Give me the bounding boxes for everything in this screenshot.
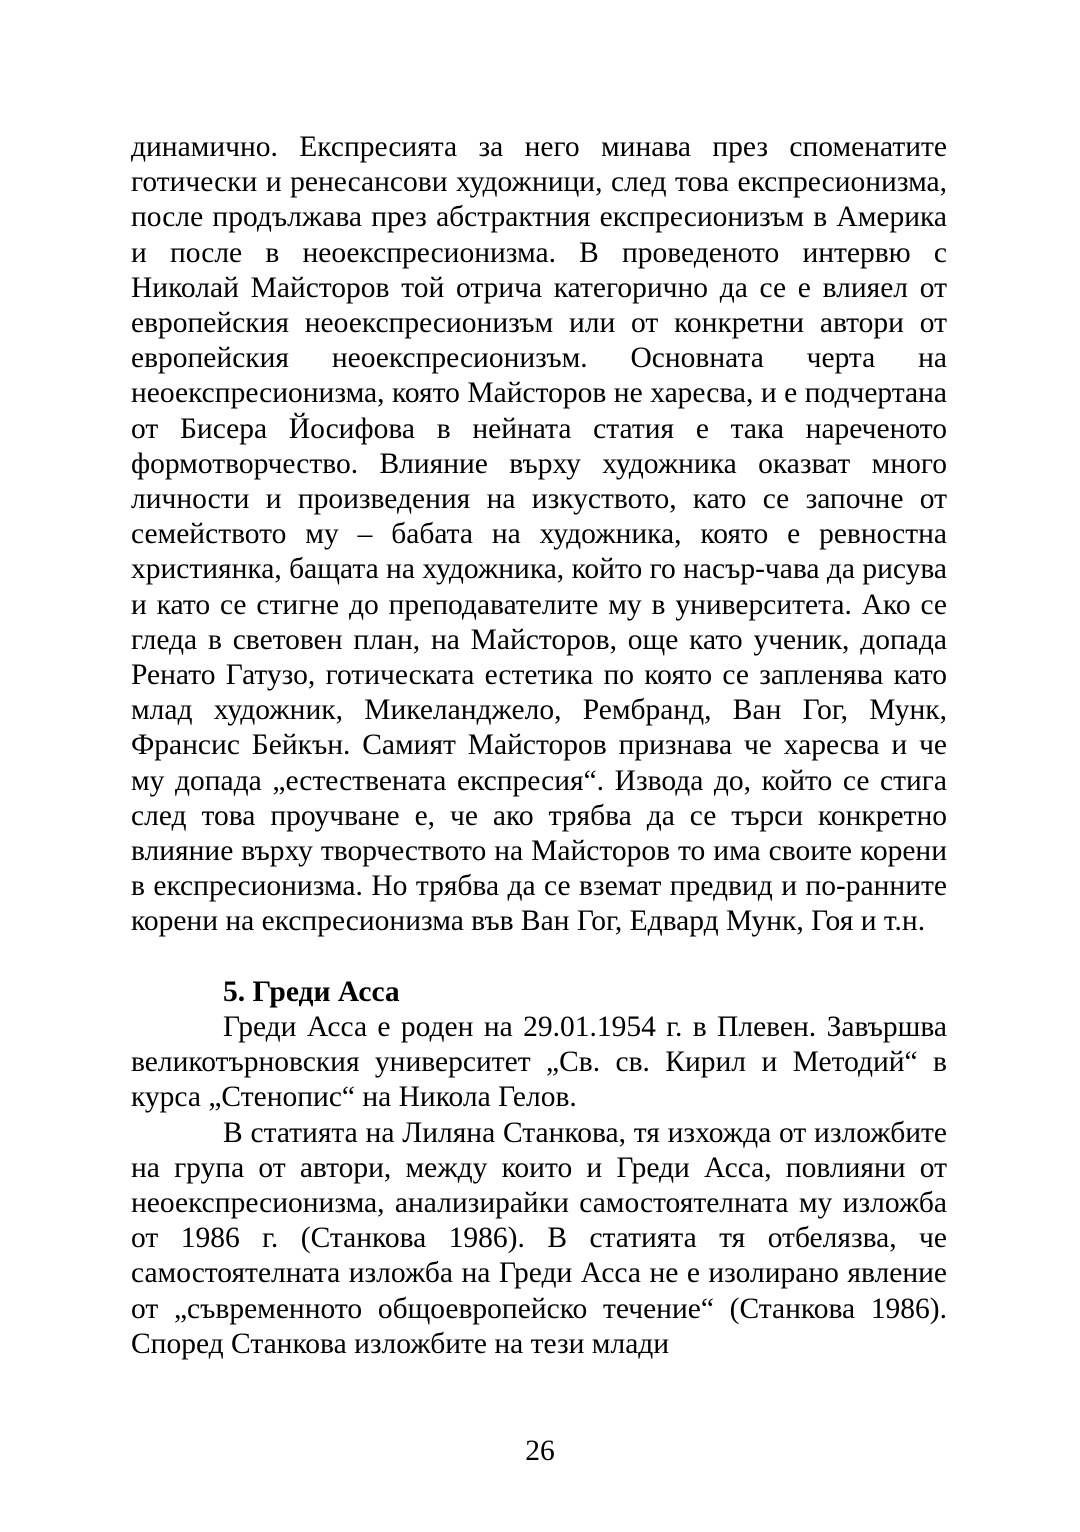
- paragraph-biography: Греди Асса е роден на 29.01.1954 г. в Плевен. Завършва великотърновския университет „Св. св. Кирил и Методий“ в курса „Стенопис“ на Никола Гелов.: [131, 1011, 947, 1114]
- paragraph-article: В статията на Лиляна Станкова, тя изхожда от изложбите на група от автори, между които и Греди Асса, повлияни от неоекспресионизма, анализирайки самостоятелната му изложба от 1986 г. (Станкова 1986). В статията тя отбелязва, че самостоятелната изложба на Греди Асса не е изолирано явление от „съвременното общоевропейско течение“ (Станкова 1986). Според Станкова изложбите на тези млади: [131, 1116, 947, 1360]
- body-text: [131, 130, 947, 1362]
- page-number: 26: [525, 1435, 555, 1467]
- paragraph-continued: динамично. Експресията за него минава през споменатите готически и ренесансови художници, след това експресионизма, после продължава през абстрактния експресионизъм в Америка и после в неоекспресионизма. В проведеното интервю с Николай Майсторов той отрича категорично да се е влияел от европейския неоекспресионизъм или от конкретни автори от европейския неоекспресионизъм. Основната черта на неоекспресионизма, която Майсторов не харесва, и е подчертана от Бисера Йосифова в нейната статия е така нареченото формотворчество. Влияние върху художника оказват много личности и произведения на изкуството, като се започне от семейството му – бабата на художника, която е ревностна християнка, бащата на художника, който го насър-чава да рисува и като се стигне до преподавателите му в университета. Ако се гледа в световен план, на Майсторов, още като ученик, допада Ренато Гатузо, готическата естетика по която се запленява като млад художник, Микеланджело, Рембранд, Ван Гог, Мунк, Франсис Бейкън. Самият Майсторов признава че харесва и че му допада „естествената експресия“. Извода до, който се стига след това проучване е, че ако трябва да се търси конкретно влияние върху творчеството на Майсторов то има своите корени в експресионизма. Но трябва да се вземат предвид и по-ранните корени на експресионизма във Ван Гог, Едвард Мунк, Гоя и т.н.: [131, 131, 947, 938]
- section-heading: 5. Греди Асса: [223, 975, 400, 1008]
- section-spacer: [131, 940, 947, 975]
